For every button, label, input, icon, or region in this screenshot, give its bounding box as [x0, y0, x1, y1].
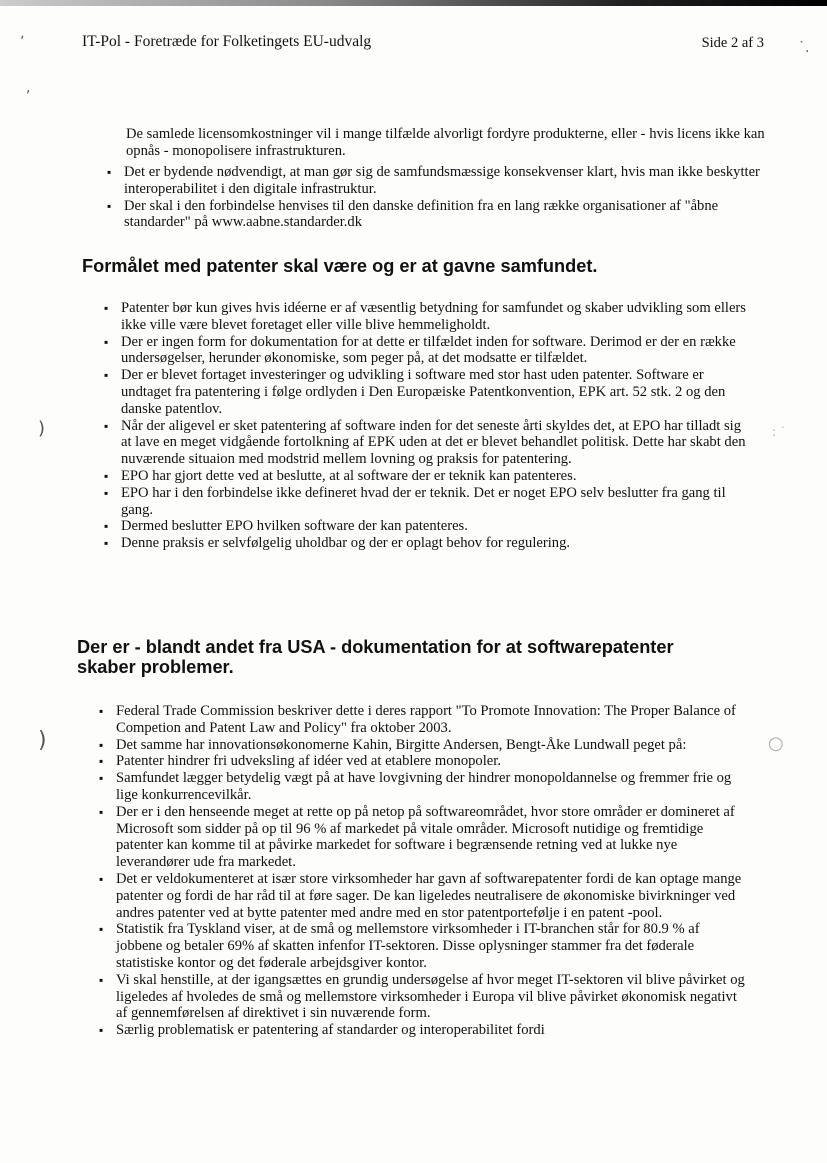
list-item: ▪ Statistik fra Tyskland viser, at de små og mellemstore virksomheder i IT-branchen står for 80.9 % af jobbene og betaler 69% af skatten infenfor IT-sektoren. Disse oplysninger stammer fra det føderale statistiske kontor og det føderale arbejdsgiver kontor.: [116, 921, 748, 971]
punch-hole-mark: ○: [768, 733, 784, 754]
list-item: ▪ Federal Trade Commission beskriver dette i deres rapport "To Promote Innovation: The Proper Balance of Competion and Patent Law and Policy" fra oktober 2003.: [116, 703, 748, 737]
punch-hole-mark: ): [38, 418, 46, 439]
section2-bullet-list: [116, 703, 748, 1039]
section-heading-line: skaber problemer.: [77, 657, 234, 677]
intro-bullet-list: [124, 164, 764, 231]
scan-artifact-mark: ʼ: [20, 34, 25, 50]
punch-hole-mark: ): [38, 728, 47, 753]
section-heading: [77, 637, 797, 677]
page-number: Side 2 af 3: [701, 35, 764, 51]
list-item: ▪ EPO har i den forbindelse ikke defineret hvad der er teknik. Det er noget EPO selv beslutter fra gang til gang.: [121, 485, 751, 519]
list-item: ▪ Der er i den henseende meget at rette op på netop på softwareområdet, hvor store områder er domineret af Microsoft som sidder på op til 96 % af markedet på vitale områder. Microsoft nutidige og fremtidige patenter kan komme til at påvirke markedet for software i begrænsende retning ved at lukke nye leverandører ude fra markedet.: [116, 804, 748, 871]
list-item: ▪ Der er blevet fortaget investeringer og udvikling i software med stor hast uden patenter. Software er undtaget fra patentering i følge ordlyden i Den Europæiske Patentkonvention, EPK art. 52 stk. 2 og den danske patentlov.: [121, 367, 751, 417]
list-item: ▪ Samfundet lægger betydelig vægt på at have lovgivning der hindrer monopoldannelse og fremmer frie og lige konkurrencevilkår.: [116, 770, 748, 804]
section-heading-line: Der er - blandt andet fra USA - dokumentation for at softwarepatenter: [77, 637, 674, 657]
scan-artifact-mark: ˙.: [798, 40, 810, 56]
list-item: ▪ Særlig problematisk er patentering af standarder og interoperabilitet fordi: [116, 1022, 748, 1039]
scan-artifact-mark: ,: [26, 80, 31, 96]
list-item: ▪ Det er veldokumenteret at især store virksomheder har gavn af softwarepatenter fordi de kan optage mange patenter og fordi de har råd til at føre sager. De kan ligeledes neutralisere de økonomiske bivirkninger ved andres patenter ved at bytte patenter med andre med en stor patentportefølje i en patent -pool.: [116, 871, 748, 921]
list-item: ▪ Der er ingen form for dokumentation for at dette er tilfældet inden for software. Derimod er der en række undersøgelser, herunder økonomiske, som peger på, at det modsatte er tilfældet.: [121, 334, 751, 368]
scan-artifact-mark: : ˙: [772, 425, 786, 439]
section1-bullet-list: [121, 300, 751, 552]
scan-top-edge: [0, 0, 827, 6]
list-item: ▪ Denne praksis er selvfølgelig uholdbar og der er oplagt behov for regulering.: [121, 535, 751, 552]
list-item: ▪ Dermed beslutter EPO hvilken software der kan patenteres.: [121, 518, 751, 535]
list-item: ▪ Patenter bør kun gives hvis idéerne er af væsentlig betydning for samfundet og skaber udvikling som ellers ikke ville være blevet foretaget eller ville blive hemmeligholdt.: [121, 300, 751, 334]
list-item: ▪ Når der aligevel er sket patentering af software inden for det seneste årti skyldes det, at EPO har tilladt sig at lave en meget vidgående fortolkning af EPK uden at det er blevet behandlet politisk. Dette har skabt den nuværende situaion med modstrid mellem lovning og praksis for patentering.: [121, 418, 751, 468]
list-item: ▪ Det samme har innovationsøkonomerne Kahin, Birgitte Andersen, Bengt-Åke Lundwall peget på:: [116, 737, 748, 754]
page-header-title: IT-Pol - Foretræde for Folketingets EU-udvalg: [82, 33, 372, 50]
list-item: ▪ EPO har gjort dette ved at beslutte, at al software der er teknik kan patenteres.: [121, 468, 751, 485]
intro-paragraph: De samlede licensomkostninger vil i mange tilfælde alvorligt fordyre produkterne, eller - hvis licens ikke kan opnås - monopolisere infrastrukturen.: [126, 126, 765, 159]
section-heading: Formålet med patenter skal være og er at gavne samfundet.: [82, 256, 598, 276]
list-item: ▪ Vi skal henstille, at der igangsættes en grundig undersøgelse af hvor meget IT-sektoren vil blive påvirket og ligeledes af hvoledes de små og mellemstore virksomheder i Europa vil blive påvirket økonomisk negativt af gennemførelsen af direktivet i sin nuværende form.: [116, 972, 748, 1022]
list-item: ▪ Patenter hindrer fri udveksling af idéer ved at etablere monopoler.: [116, 753, 748, 770]
list-item: ▪ Det er bydende nødvendigt, at man gør sig de samfundsmæssige konsekvenser klart, hvis man ikke beskytter interoperabilitet i den digitale infrastruktur.: [124, 164, 764, 198]
list-item: ▪ Der skal i den forbindelse henvises til den danske definition fra en lang række organisationer af "åbne standarder" på www.aabne.standarder.dk: [124, 198, 764, 232]
